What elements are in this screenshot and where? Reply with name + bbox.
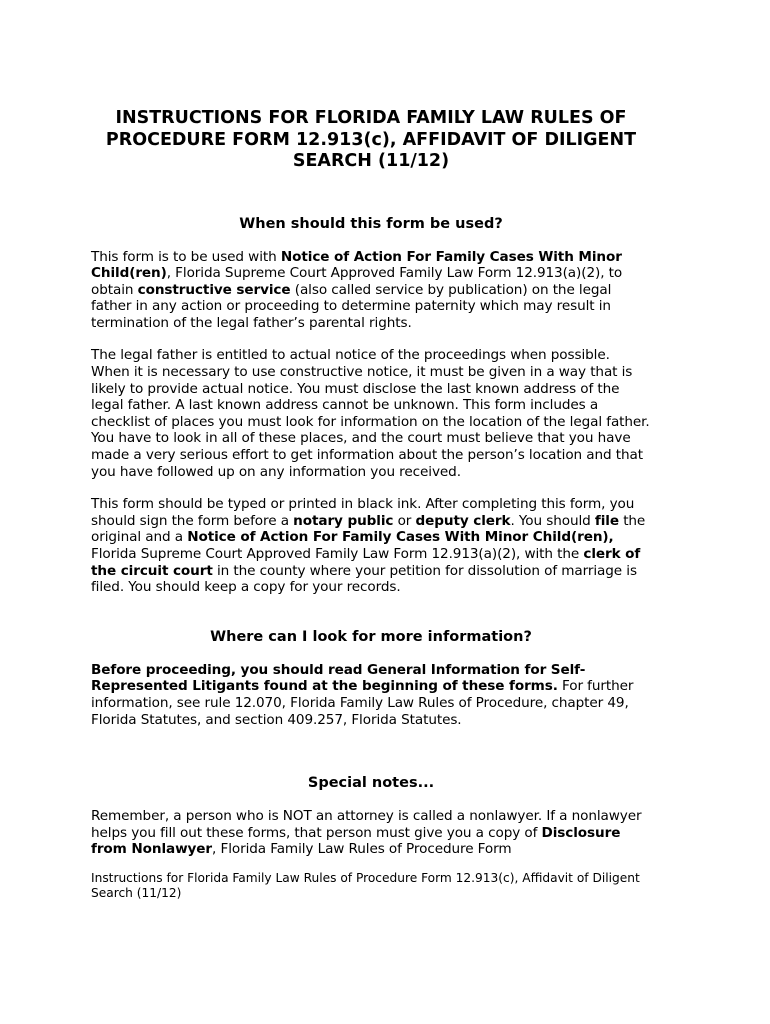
bold-run: Before proceeding, you should read General Information for Self-Represented Litigants found at the beginning of these forms. <box>91 661 586 695</box>
text-run: . You should <box>510 512 595 529</box>
paragraph-form-usage <box>91 249 651 332</box>
text-run: in the county where your petition for dissolution of marriage is filed. You should keep a copy for your records. <box>91 562 637 596</box>
text-run: , Florida Family Law Rules of Procedure Form <box>212 841 512 858</box>
bold-run: Notice of Action For Family Cases With Minor Child(ren), <box>187 529 614 546</box>
text-run: (also called service by publication) on the legal father in any action or proceeding to determine paternity which may result in termination of the legal father’s parental rights. <box>91 281 612 331</box>
paragraph-more-info <box>91 662 651 728</box>
bold-run: constructive service <box>137 281 291 298</box>
text-run: For further information, see rule 12.070, Florida Family Law Rules of Procedure, chapter 49, Florida Statutes, and section 409.257, Florida Statutes. <box>91 678 634 728</box>
paragraph-special-notes <box>91 808 651 858</box>
text-run: Remember, a person who is NOT an attorney is called a nonlawyer. If a nonlawyer helps you fill out these forms, that person must give you a copy of <box>91 808 642 841</box>
text-run: This form is to be used with <box>91 248 281 265</box>
bold-run: clerk of the circuit court <box>91 546 641 579</box>
text-run: , Florida Supreme Court Approved Family Law Form 12.913(a)(2), to obtain <box>91 265 623 298</box>
bold-run: Notice of Action For Family Cases With Minor Child(ren) <box>91 248 622 282</box>
section-heading-when-used: When should this form be used? <box>239 215 503 232</box>
section-heading-special-notes: Special notes... <box>307 775 435 792</box>
document-page <box>91 108 651 858</box>
text-run: or <box>393 512 416 529</box>
page-footer: Instructions for Florida Family Law Rules of Procedure Form 12.913(c), Affidavit of Diligent Search (11/12) <box>91 871 640 901</box>
bold-run: file <box>594 512 619 529</box>
bold-run: notary public <box>293 512 394 529</box>
paragraph-filing-instructions <box>91 496 651 596</box>
bold-run: deputy clerk <box>415 512 511 529</box>
text-run: This form should be typed or printed in black ink. After completing this form, you should sign the form before a <box>91 496 635 529</box>
paragraph-actual-notice: The legal father is entitled to actual notice of the proceedings when possible. When it is necessary to use constructive notice, it must be given in a way that is likely to provide actual notice. You must disclose the last known address of the legal father. A last known address cannot be unknown. This form includes a checklist of places you must look for information on the location of the legal father. You have to look in all of these places, and the court must believe that you have made a very serious effort to get information about the person’s location and that you have followed up on any information you received. <box>91 347 650 480</box>
bold-run: Disclosure from Nonlawyer <box>91 824 621 858</box>
text-run: the original and a <box>91 512 646 546</box>
section-heading-more-info: Where can I look for more information? <box>210 628 532 645</box>
text-run: Florida Supreme Court Approved Family Law Form 12.913(a)(2), with the <box>91 546 584 562</box>
document-title: INSTRUCTIONS FOR FLORIDA FAMILY LAW RULES OF PROCEDURE FORM 12.913(c), AFFIDAVIT OF DILIGENT SEARCH (11/12) <box>105 108 637 171</box>
